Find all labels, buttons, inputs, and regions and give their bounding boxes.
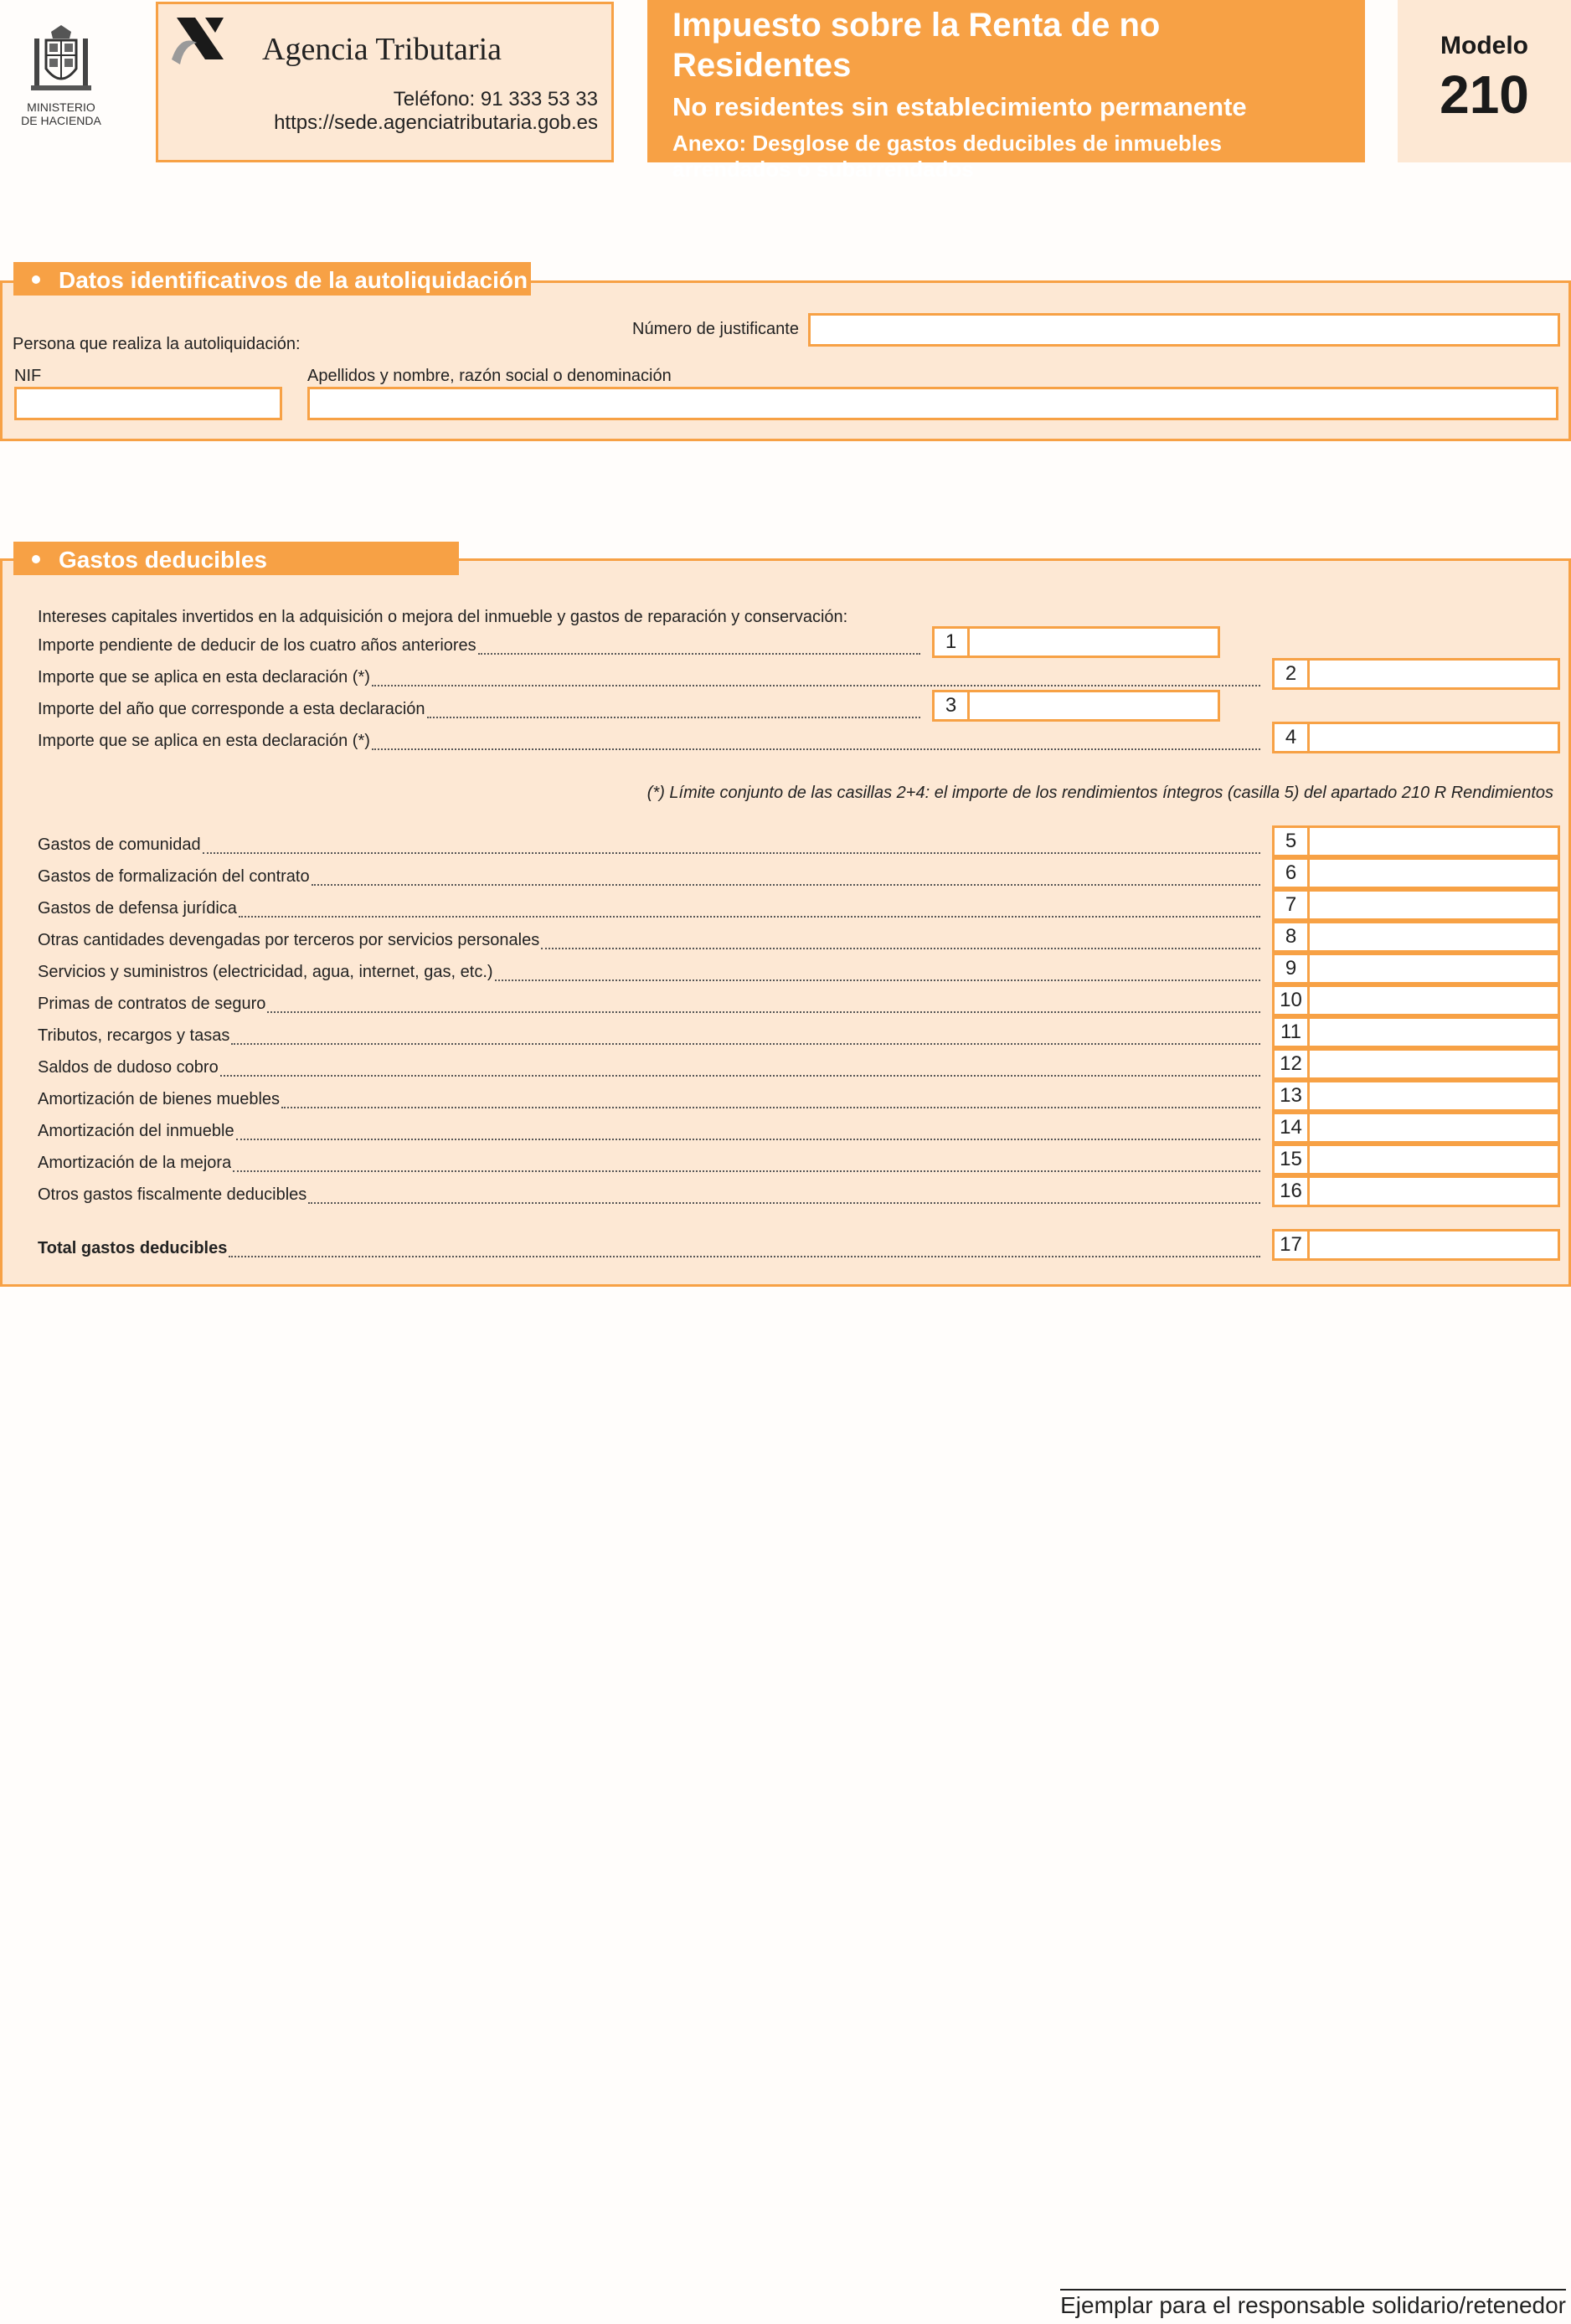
- gastos-row: [38, 631, 932, 660]
- gastos-row: [38, 958, 1272, 986]
- leader-dots: [233, 1154, 1260, 1172]
- casilla-value-field[interactable]: [1310, 955, 1558, 982]
- limit-note: (*) Límite conjunto de las casillas 2+4: el importe de los rendimientos íntegros (casilla 5) del apartado 210 R Rendimientos: [646, 784, 1553, 802]
- gastos-row: [38, 830, 1272, 859]
- casilla-value-field[interactable]: [1310, 1082, 1558, 1109]
- datos-section: [0, 280, 1571, 441]
- casilla-value-field[interactable]: [1310, 923, 1558, 950]
- nombre-field[interactable]: [307, 387, 1558, 420]
- casilla-number: 3: [935, 692, 970, 719]
- casilla-number: 9: [1275, 955, 1310, 982]
- agency-phone: Teléfono: 91 333 53 33: [393, 88, 598, 111]
- casilla-number: 11: [1275, 1019, 1310, 1046]
- leader-dots: [312, 867, 1260, 886]
- casilla-number: 13: [1275, 1082, 1310, 1109]
- gastos-row: [38, 894, 1272, 923]
- leader-dots: [308, 1185, 1260, 1204]
- gastos-row-label: Servicios y suministros (electricidad, agua, internet, gas, etc.): [38, 963, 493, 981]
- gastos-row-label: Importe del año que corresponde a esta declaración: [38, 700, 425, 718]
- casilla-value-field[interactable]: [1310, 661, 1558, 687]
- leader-dots: [236, 1122, 1260, 1140]
- casilla-2: [1272, 658, 1560, 690]
- footer-copy-label: Ejemplar para el responsable solidario/retenedor: [1060, 2289, 1566, 2319]
- casilla-value-field[interactable]: [1310, 1051, 1558, 1077]
- coat-of-arms-icon: [29, 25, 93, 99]
- gastos-row-label: Amortización del inmueble: [38, 1122, 234, 1140]
- form-title-box: [647, 0, 1365, 182]
- casilla-number: 8: [1275, 923, 1310, 950]
- casilla-value-field[interactable]: [1310, 828, 1558, 855]
- form-subtitle: No residentes sin establecimiento permanente: [672, 92, 1247, 121]
- casilla-value-field[interactable]: [1310, 724, 1558, 751]
- casilla-5: [1272, 825, 1560, 857]
- agency-box: [156, 2, 614, 162]
- gastos-row: [38, 1021, 1272, 1050]
- casilla-number: 12: [1275, 1051, 1310, 1077]
- leader-dots: [372, 668, 1260, 686]
- gastos-row: [38, 1053, 1272, 1082]
- casilla-14: [1272, 1112, 1560, 1144]
- modelo-label: Modelo: [1440, 32, 1528, 59]
- casilla-number: 10: [1275, 987, 1310, 1014]
- leader-dots: [495, 963, 1260, 981]
- leader-dots: [203, 836, 1260, 854]
- justificante-label: Número de justificante: [632, 320, 799, 338]
- modelo-box: [1398, 0, 1571, 162]
- gastos-row: [38, 1085, 1272, 1113]
- gastos-row-label: Amortización de la mejora: [38, 1154, 232, 1172]
- leader-dots: [541, 931, 1260, 949]
- agency-name: Agencia Tributaria: [262, 32, 502, 67]
- gastos-row-label: Gastos de comunidad: [38, 836, 201, 854]
- datos-section-tab: [13, 262, 531, 296]
- leader-dots: [267, 995, 1260, 1013]
- casilla-8: [1272, 921, 1560, 953]
- leader-dots: [239, 899, 1260, 918]
- gastos-row-label: Gastos de defensa jurídica: [38, 899, 237, 918]
- gastos-row: [38, 1234, 1272, 1262]
- leader-dots: [231, 1026, 1260, 1045]
- casilla-number: 17: [1275, 1231, 1310, 1258]
- casilla-value-field[interactable]: [1310, 987, 1558, 1014]
- casilla-number: 6: [1275, 860, 1310, 887]
- gastos-row: [38, 926, 1272, 954]
- gastos-section-title: Gastos deducibles: [59, 547, 267, 573]
- casilla-value-field[interactable]: [1310, 1146, 1558, 1173]
- casilla-12: [1272, 1048, 1560, 1080]
- leader-dots: [427, 700, 920, 718]
- form-title: Impuesto sobre la Renta de no Residentes: [672, 7, 1161, 84]
- gastos-row-label: Tributos, recargos y tasas: [38, 1026, 230, 1045]
- gastos-row-label: Otras cantidades devengadas por terceros por servicios personales: [38, 931, 540, 949]
- gastos-row-label: Amortización de bienes muebles: [38, 1090, 281, 1108]
- gastos-row-label: Importe que se aplica en esta declaración (*): [38, 732, 370, 750]
- casilla-number: 4: [1275, 724, 1310, 751]
- casilla-11: [1272, 1016, 1560, 1048]
- casilla-13: [1272, 1080, 1560, 1112]
- leader-dots: [229, 1239, 1260, 1257]
- form-annex: Anexo: Desglose de gastos deducibles de inmuebles arrendados o subarrendados: [672, 131, 1222, 182]
- leader-dots: [372, 732, 1260, 750]
- casilla-number: 1: [935, 629, 970, 656]
- modelo-number: 210: [1440, 64, 1529, 125]
- casilla-value-field[interactable]: [1310, 892, 1558, 918]
- casilla-4: [1272, 722, 1560, 753]
- casilla-7: [1272, 889, 1560, 921]
- gastos-row: [38, 862, 1272, 891]
- agency-logo-icon: [172, 18, 230, 64]
- gastos-section-tab: [13, 542, 459, 575]
- gastos-row-label: Otros gastos fiscalmente deducibles: [38, 1185, 307, 1204]
- casilla-number: 15: [1275, 1146, 1310, 1173]
- casilla-16: [1272, 1175, 1560, 1207]
- gastos-row: [38, 1180, 1272, 1209]
- gastos-row: [38, 1149, 1272, 1177]
- gastos-row-label: Total gastos deducibles: [38, 1239, 228, 1257]
- leader-dots: [478, 636, 920, 655]
- gastos-row-label: Saldos de dudoso cobro: [38, 1058, 219, 1077]
- casilla-3: [932, 690, 1220, 722]
- gastos-row: [38, 727, 1272, 755]
- ministry-logo: [15, 25, 107, 127]
- casilla-number: 16: [1275, 1178, 1310, 1205]
- justificante-field[interactable]: [808, 313, 1560, 347]
- gastos-section: [0, 558, 1571, 1287]
- casilla-value-field[interactable]: [1310, 1231, 1558, 1258]
- casilla-1: [932, 626, 1220, 658]
- gastos-row: [38, 990, 1272, 1018]
- agency-url[interactable]: https://sede.agenciatributaria.gob.es: [274, 111, 598, 134]
- casilla-number: 5: [1275, 828, 1310, 855]
- gastos-row-label: Importe pendiente de deducir de los cuatro años anteriores: [38, 636, 476, 655]
- gastos-row-label: Importe que se aplica en esta declaración (*): [38, 668, 370, 686]
- casilla-value-field[interactable]: [970, 629, 1218, 656]
- bullet-icon: [32, 275, 40, 284]
- gastos-row: [38, 663, 1272, 692]
- nif-label: NIF: [14, 367, 42, 385]
- casilla-6: [1272, 857, 1560, 889]
- datos-section-title: Datos identificativos de la autoliquidación: [59, 267, 528, 293]
- gastos-row: [38, 695, 932, 723]
- ministry-line-1: MINISTERIO: [27, 100, 95, 114]
- casilla-10: [1272, 985, 1560, 1016]
- casilla-value-field[interactable]: [1310, 1019, 1558, 1046]
- leader-dots: [220, 1058, 1260, 1077]
- casilla-17: [1272, 1229, 1560, 1261]
- nif-field[interactable]: [14, 387, 282, 420]
- persona-label: Persona que realiza la autoliquidación:: [13, 335, 301, 353]
- gastos-row-label: Primas de contratos de seguro: [38, 995, 266, 1013]
- casilla-value-field[interactable]: [1310, 1114, 1558, 1141]
- casilla-number: 14: [1275, 1114, 1310, 1141]
- leader-dots: [281, 1090, 1260, 1108]
- casilla-15: [1272, 1144, 1560, 1175]
- bullet-icon: [32, 555, 40, 563]
- casilla-9: [1272, 953, 1560, 985]
- nombre-label: Apellidos y nombre, razón social o denominación: [307, 367, 672, 385]
- casilla-number: 7: [1275, 892, 1310, 918]
- gastos-row-label: Gastos de formalización del contrato: [38, 867, 310, 886]
- ministry-line-2: DE HACIENDA: [21, 114, 101, 127]
- casilla-value-field[interactable]: [1310, 1178, 1558, 1205]
- casilla-value-field[interactable]: [970, 692, 1218, 719]
- gastos-row: [38, 1117, 1272, 1145]
- casilla-value-field[interactable]: [1310, 860, 1558, 887]
- casilla-number: 2: [1275, 661, 1310, 687]
- gastos-intro: Intereses capitales invertidos en la adquisición o mejora del inmueble y gastos de reparación y conservación:: [38, 608, 848, 626]
